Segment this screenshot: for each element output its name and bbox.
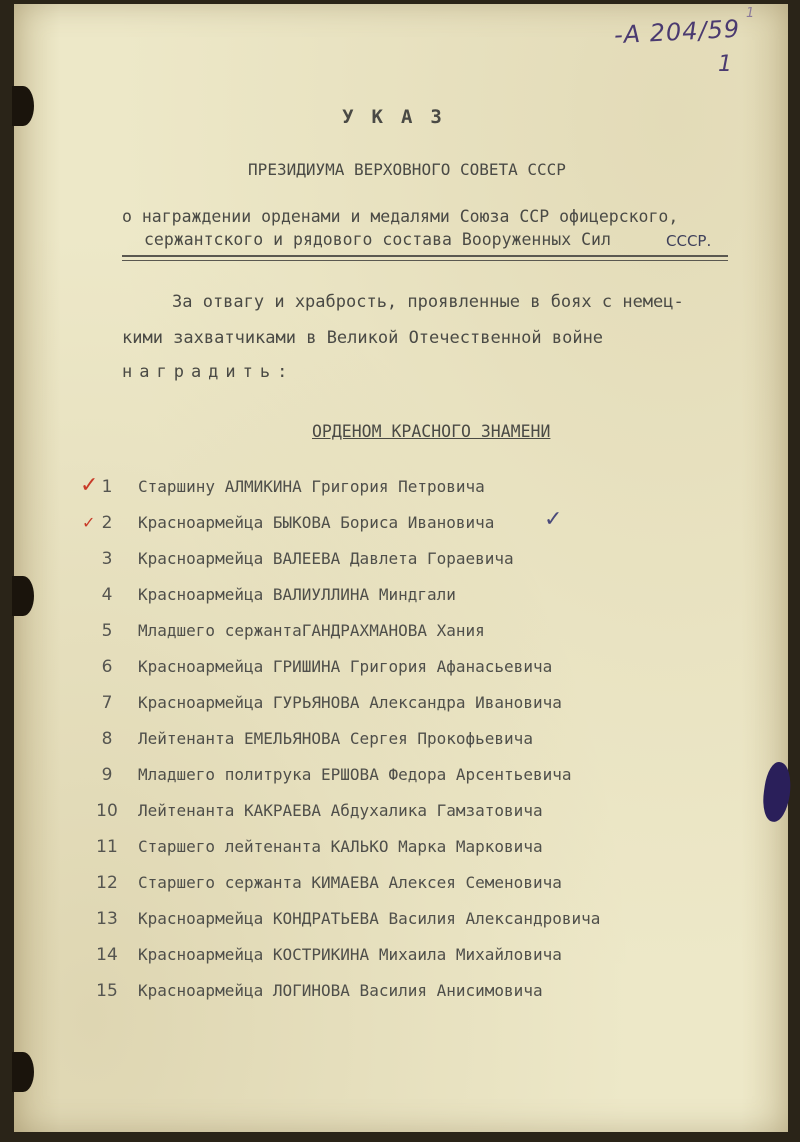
awardee-name: Младшего политрука ЕРШОВА Федора Арсентьевича [138, 765, 572, 784]
sheet-number: 1 [718, 52, 732, 77]
item-number: 12 [96, 873, 118, 893]
item-number: 5 [101, 621, 113, 641]
decree-subject-line-1: о награждении орденами и медалями Союза ССР офицерского, [122, 207, 679, 226]
awardee-name: Красноармейца КОСТРИКИНА Михаила Михайловича [138, 945, 562, 964]
decree-subject-line-2: сержантского и рядового состава Вооруженных Сил [144, 230, 611, 249]
item-number: 6 [101, 657, 113, 677]
item-number: 3 [101, 549, 113, 569]
awardee-name: Лейтенанта КАКРАЕВА Абдухалика Гамзатовича [138, 801, 543, 820]
awardee-name: Красноармейца БЫКОВА Бориса Ивановича [138, 513, 495, 532]
header-divider [122, 255, 728, 257]
item-number: 2 [101, 513, 113, 533]
archive-corner-mark: 1 [746, 6, 755, 21]
red-check-icon: ✓ [82, 513, 96, 532]
awardee-name: Красноармейца КОНДРАТЬЕВА Василия Александровича [138, 909, 601, 928]
decree-issuer: ПРЕЗИДИУМА ВЕРХОВНОГО СОВЕТА СССР [248, 160, 566, 179]
item-number: 7 [101, 693, 113, 713]
awardee-name: Старшину АЛМИКИНА Григория Петровича [138, 477, 485, 496]
awardee-name: Старшего сержанта КИМАЕВА Алексея Семеновича [138, 873, 562, 892]
blue-check-icon: ✓ [544, 507, 563, 532]
binding-hole [12, 1052, 34, 1092]
item-number: 15 [96, 981, 118, 1001]
preamble-line-1: За отвагу и храбрость, проявленные в боях с немец- [172, 292, 684, 312]
awardee-name: Красноармейца ГУРЬЯНОВА Александра Ивановича [138, 693, 562, 712]
item-number: 13 [96, 909, 118, 929]
awardee-name: Старшего лейтенанта КАЛЬКО Марка Марковича [138, 837, 543, 856]
item-number: 14 [96, 945, 118, 965]
awardee-name: Красноармейца ЛОГИНОВА Василия Анисимовича [138, 981, 543, 1000]
item-number: 8 [101, 729, 113, 749]
item-number: 11 [96, 837, 118, 857]
awardee-name: Красноармейца ВАЛЕЕВА Давлета Гораевича [138, 549, 514, 568]
preamble-line-2: кими захватчиками в Великой Отечественной войне [122, 328, 604, 348]
item-number: 9 [101, 765, 113, 785]
awardee-name: Красноармейца ГРИШИНА Григория Афанасьевича [138, 657, 553, 676]
decree-title: УКАЗ [342, 106, 460, 128]
handwritten-ussr-insert: СССР. [666, 232, 712, 250]
awardee-name: Красноармейца ВАЛИУЛЛИНА Миндгали [138, 585, 456, 604]
awardee-name: Младшего сержантаГАНДРАХМАНОВА Хания [138, 621, 485, 640]
binding-hole [12, 576, 34, 616]
order-heading: ОРДЕНОМ КРАСНОГО ЗНАМЕНИ [312, 422, 551, 441]
ink-stain [760, 760, 794, 823]
document-sheet [14, 4, 788, 1132]
preamble-line-3: наградить: [122, 362, 295, 382]
archive-number: -A 204/59 [613, 14, 741, 50]
item-number: 10 [96, 801, 118, 821]
awardee-name: Лейтенанта ЕМЕЛЬЯНОВА Сергея Прокофьевича [138, 729, 533, 748]
item-number: 1 [101, 477, 113, 497]
header-divider-secondary [122, 260, 728, 261]
item-number: 4 [101, 585, 113, 605]
red-check-icon: ✓ [80, 473, 99, 498]
